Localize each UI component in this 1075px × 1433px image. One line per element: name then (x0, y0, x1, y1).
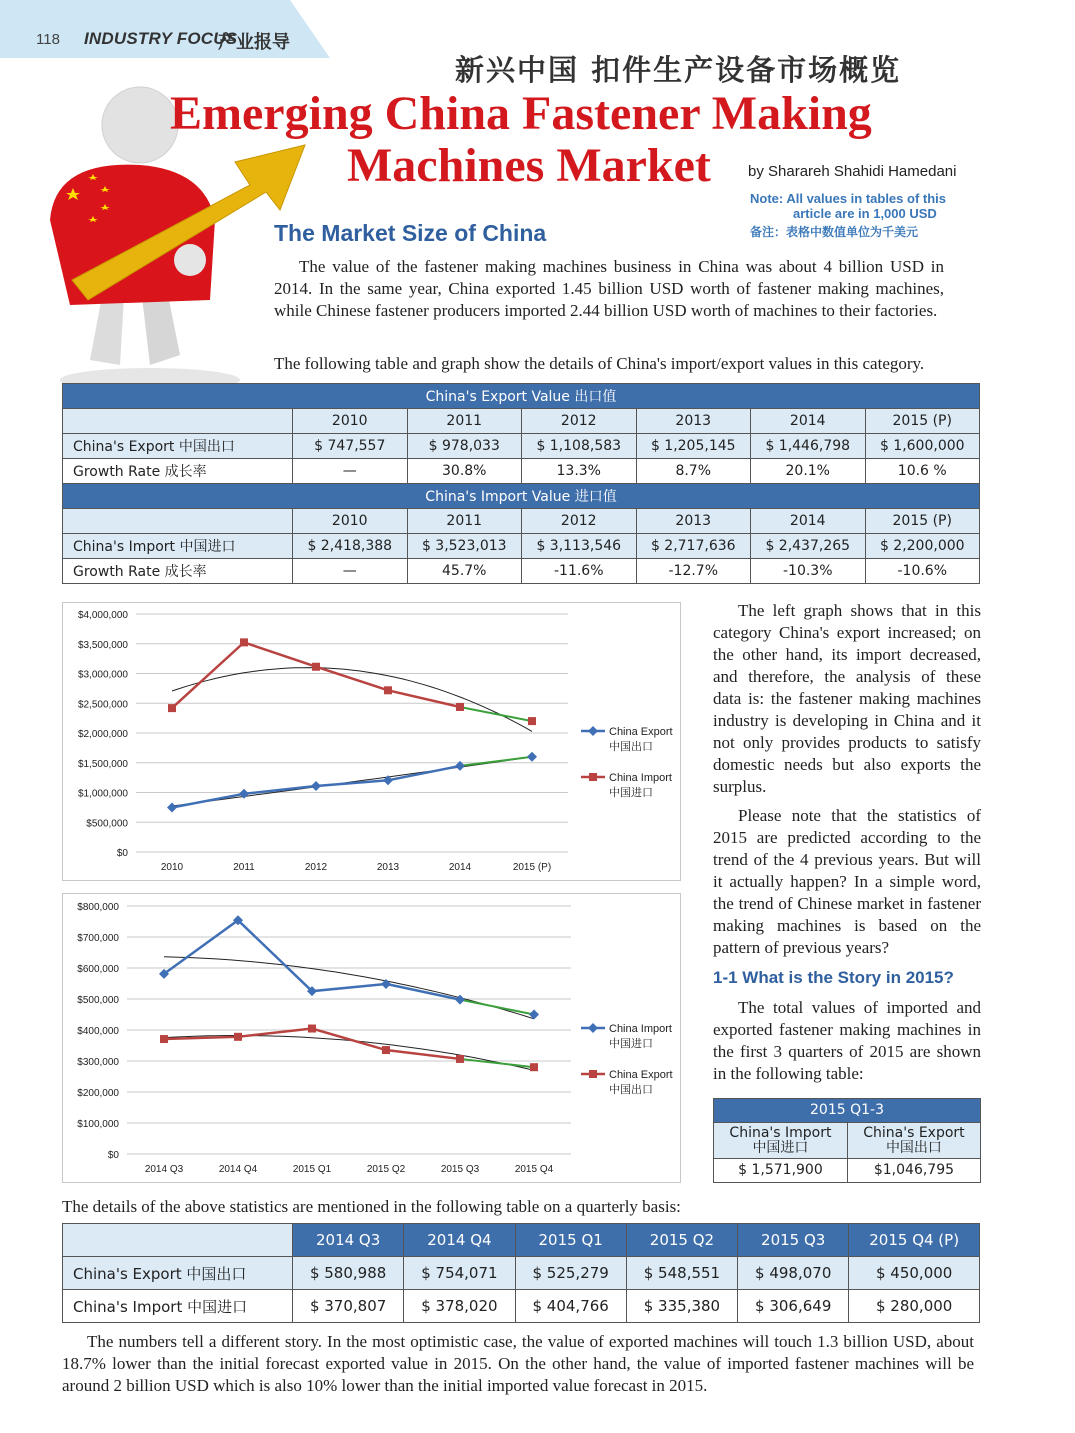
value-cell: $ 404,766 (515, 1290, 626, 1323)
title-chinese: 新兴中国 扣件生产设备市场概览 (455, 53, 902, 87)
data-point (530, 1063, 538, 1071)
value-cell: — (293, 459, 408, 484)
forecast-line (460, 1059, 534, 1067)
data-point (160, 1035, 168, 1043)
x-tick-label: 2015 Q4 (514, 1164, 554, 1175)
y-tick-label: $4,000,000 (77, 610, 128, 621)
quarter-cell: 2015 Q4 (P) (849, 1224, 980, 1257)
data-point (167, 803, 177, 813)
value-cell: $ 378,020 (404, 1290, 515, 1323)
units-note-line-1: Note: All values in tables of this (750, 191, 946, 206)
quarter-cell: 2015 Q1 (515, 1224, 626, 1257)
x-tick-label: 2015 Q3 (440, 1164, 480, 1175)
quarter-cell: 2015 Q2 (626, 1224, 737, 1257)
value-cell: $ 280,000 (849, 1290, 980, 1323)
value-cell: $ 1,600,000 (865, 434, 980, 459)
year-cell: 2015 (P) (865, 509, 980, 534)
value-cell: $ 2,437,265 (751, 534, 866, 559)
legend-label: China Import (609, 772, 672, 784)
year-cell: 2010 (293, 509, 408, 534)
import-label: China's Import (729, 1124, 832, 1141)
value-cell: -11.6% (522, 559, 637, 584)
data-point (384, 686, 392, 694)
y-tick-label: $2,500,000 (77, 699, 128, 711)
data-point (234, 1033, 242, 1041)
value-cell: 20.1% (751, 459, 866, 484)
legend-label-cn: 中国出口 (609, 741, 653, 753)
data-point (455, 995, 465, 1005)
y-tick-label: $2,000,000 (77, 729, 128, 740)
legend-marker (589, 1070, 597, 1078)
value-cell: $ 978,033 (407, 434, 522, 459)
page-number: 118 (36, 31, 60, 48)
y-tick-label: $500,000 (86, 818, 128, 830)
q1-3-title: 2015 Q1-3 (714, 1099, 981, 1123)
q1-3-table (713, 1098, 981, 1183)
value-cell: $ 498,070 (738, 1257, 849, 1290)
paragraph-table-intro: The following table and graph show the details of China's import/export values in this category. (274, 354, 925, 373)
data-point (308, 1025, 316, 1033)
year-cell: 2011 (407, 409, 522, 434)
y-tick-label: $0 (116, 848, 128, 859)
data-point (382, 1046, 390, 1054)
value-cell: $ 1,205,145 (636, 434, 751, 459)
import-table-title: China's Import Value 进口值 (63, 484, 980, 509)
x-tick-label: 2015 (P) (512, 862, 552, 873)
row-label: China's Export 中国出口 (63, 1257, 293, 1290)
forecast-line (460, 707, 532, 721)
y-tick-label: $3,500,000 (77, 639, 128, 651)
y-tick-label: $3,000,000 (77, 669, 128, 681)
export-growth-row (63, 459, 980, 484)
value-cell: $ 1,108,583 (522, 434, 637, 459)
q1-3-export-value: $1,046,795 (847, 1159, 980, 1183)
data-point (527, 752, 537, 762)
forecast-line (460, 1000, 534, 1015)
value-cell: $ 2,418,388 (293, 534, 408, 559)
data-point (168, 704, 176, 712)
data-point (311, 781, 321, 791)
q1-3-export-header (847, 1123, 980, 1159)
x-tick-label: 2010 (160, 862, 184, 873)
section-label: INDUSTRY FOCUS (84, 29, 238, 48)
value-cell: $ 525,279 (515, 1257, 626, 1290)
value-cell: $ 370,807 (293, 1290, 404, 1323)
byline: by Sharareh Shahidi Hamedani (748, 163, 957, 180)
legend-label-cn: 中国进口 (609, 1038, 653, 1050)
legend-marker (588, 726, 598, 736)
import-label-cn: 中国进口 (752, 1139, 809, 1156)
value-cell: 45.7% (407, 559, 522, 584)
value-cell: -12.7% (636, 559, 751, 584)
data-point (312, 663, 320, 671)
year-cell: 2013 (636, 409, 751, 434)
quarterly-table (62, 1223, 980, 1323)
import-growth-row (63, 559, 980, 584)
value-cell: $ 450,000 (849, 1257, 980, 1290)
y-tick-label: $700,000 (77, 933, 119, 944)
paragraph-conclusion: The numbers tell a different story. In the most optimistic case, the value of exported machines will touch 1.3 billion USD, about 18.7% lower than the initial forecast exported value in 2015. On the other hand, the value of imported fastener machines will be around 2 billion USD which is also 10% lower than the initial imported value forecast in 2015. (62, 1332, 974, 1395)
year-cell: 2012 (522, 509, 637, 534)
paragraph-intro: The value of the fastener making machines business in China was about 4 billion USD in 2014. In the same year, China exported 1.45 billion USD worth of fastener making machines, while Chinese fastener producers imported 2.44 billion USD worth of machines to their factories. (274, 257, 944, 320)
value-cell: — (293, 559, 408, 584)
section-label-cn: 产业报导 (218, 32, 290, 53)
legend-label: China Export (609, 1069, 673, 1081)
export-label-cn: 中国出口 (885, 1139, 942, 1156)
y-tick-label: $800,000 (77, 902, 119, 913)
row-label: Growth Rate 成长率 (63, 459, 293, 484)
paragraph-right-2: Please note that the statistics of 2015 are predicted according to the trend of the 4 previous years. But will it actually happen? In a simple word, the trend of Chinese market in fastener making machines is based on the pattern of previous years? (713, 806, 981, 957)
title-line-1: Emerging China Fastener Making (170, 87, 872, 140)
heading-market-size: The Market Size of China (274, 220, 547, 246)
import-values-row (63, 534, 980, 559)
row-label: China's Export 中国出口 (63, 434, 293, 459)
quarter-cell: 2014 Q3 (293, 1224, 404, 1257)
paragraph-right-3: The total values of imported and exported fastener making machines in the first 3 quarters of 2015 are shown in the following table: (713, 998, 981, 1083)
year-cell: 2014 (751, 509, 866, 534)
value-cell: -10.3% (751, 559, 866, 584)
year-cell: 2010 (293, 409, 408, 434)
series-line (172, 642, 460, 708)
value-cell: $ 3,113,546 (522, 534, 637, 559)
value-cell: $ 335,380 (626, 1290, 737, 1323)
legend-label-cn: 中国进口 (609, 787, 653, 799)
y-tick-label: $600,000 (77, 964, 119, 975)
value-cell: $ 548,551 (626, 1257, 737, 1290)
value-cell: $ 754,071 (404, 1257, 515, 1290)
legend-label: China Export (609, 726, 673, 738)
value-cell: $ 2,200,000 (865, 534, 980, 559)
legend-marker (589, 773, 597, 781)
y-tick-label: $200,000 (77, 1088, 119, 1099)
export-years-row (63, 409, 980, 434)
export-values-row (63, 434, 980, 459)
heading-story-2015: 1-1 What is the Story in 2015? (713, 968, 954, 987)
year-cell: 2011 (407, 509, 522, 534)
x-tick-label: 2015 Q1 (292, 1164, 332, 1175)
trendline (172, 668, 532, 732)
annual-values-table (62, 383, 980, 584)
legend-marker (588, 1023, 598, 1033)
paragraph-right-1: The left graph shows that in this category China's export increased; on the other hand, its import decreased, and therefore, the analysis of these data is: the fastener making machines industry is developing in China and it not only provides products to satisfy domestic needs but also exports the surplus. (713, 601, 981, 796)
value-cell: -10.6% (865, 559, 980, 584)
quarterly-chart-svg (63, 894, 682, 1184)
y-tick-label: $0 (107, 1150, 119, 1161)
value-cell: $ 580,988 (293, 1257, 404, 1290)
data-point (456, 1055, 464, 1063)
annual-chart-svg (63, 603, 682, 882)
value-cell: 10.6 % (865, 459, 980, 484)
data-point (528, 717, 536, 725)
legend-label: China Import (609, 1023, 672, 1035)
year-cell: 2015 (P) (865, 409, 980, 434)
quarterly-export-row (63, 1257, 980, 1290)
quarters-header-row (63, 1224, 980, 1257)
value-cell: 8.7% (636, 459, 751, 484)
forecast-line (460, 757, 532, 766)
row-label: China's Import 中国进口 (63, 1290, 293, 1323)
row-label: China's Import 中国进口 (63, 534, 293, 559)
export-table-title: China's Export Value 出口值 (63, 384, 980, 409)
legend-label-cn: 中国出口 (609, 1084, 653, 1096)
value-cell: 30.8% (407, 459, 522, 484)
export-label: China's Export (863, 1124, 965, 1141)
annual-line-chart (62, 602, 681, 881)
year-cell: 2012 (522, 409, 637, 434)
year-cell: 2013 (636, 509, 751, 534)
value-cell: $ 3,523,013 (407, 534, 522, 559)
x-tick-label: 2011 (233, 862, 255, 873)
quarter-cell: 2015 Q3 (738, 1224, 849, 1257)
y-tick-label: $400,000 (77, 1026, 119, 1037)
y-tick-label: $300,000 (77, 1057, 119, 1068)
value-cell: $ 747,557 (293, 434, 408, 459)
value-cell: 13.3% (522, 459, 637, 484)
q1-3-import-header (714, 1123, 848, 1159)
x-tick-label: 2012 (304, 862, 328, 873)
value-cell: $ 2,717,636 (636, 534, 751, 559)
import-years-row (63, 509, 980, 534)
data-point (456, 703, 464, 711)
title-line-2: Machines Market (347, 139, 711, 192)
row-label: Growth Rate 成长率 (63, 559, 293, 584)
y-tick-label: $100,000 (77, 1119, 119, 1130)
units-note-cn: 备注：表格中数值单位为千美元 (750, 225, 919, 239)
value-cell: $ 1,446,798 (751, 434, 866, 459)
data-point (240, 638, 248, 646)
units-note (750, 191, 946, 221)
trendline (164, 1036, 534, 1071)
paragraph-quarterly-intro: The details of the above statistics are mentioned in the following table on a quarterly basis: (62, 1197, 681, 1216)
quarter-cell: 2014 Q4 (404, 1224, 515, 1257)
x-tick-label: 2015 Q2 (366, 1164, 406, 1175)
x-tick-label: 2014 Q4 (218, 1164, 258, 1175)
units-note-line-2: article are in 1,000 USD (793, 206, 937, 221)
x-tick-label: 2013 (376, 862, 400, 873)
year-cell: 2014 (751, 409, 866, 434)
q1-3-import-value: $ 1,571,900 (714, 1159, 848, 1183)
y-tick-label: $1,500,000 (77, 758, 128, 770)
y-tick-label: $1,000,000 (77, 788, 128, 800)
quarterly-line-chart (62, 893, 681, 1183)
y-tick-label: $500,000 (77, 995, 119, 1006)
x-tick-label: 2014 Q3 (144, 1164, 184, 1175)
quarterly-import-row (63, 1290, 980, 1323)
value-cell: $ 306,649 (738, 1290, 849, 1323)
x-tick-label: 2014 (448, 862, 472, 873)
series-line (164, 1029, 460, 1059)
